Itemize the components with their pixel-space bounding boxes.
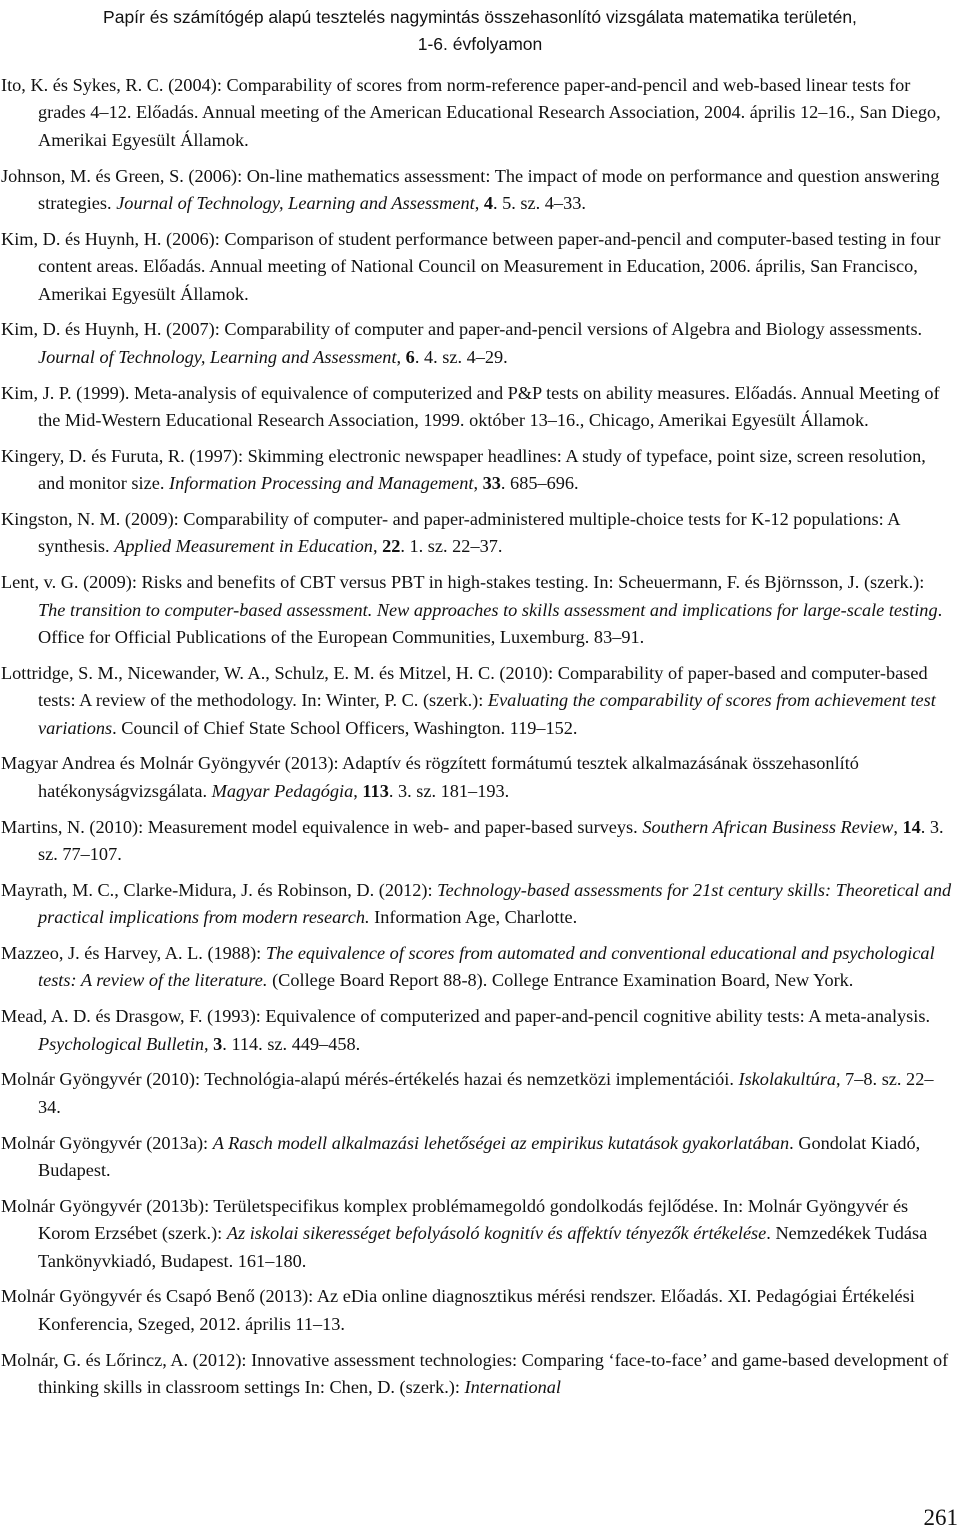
running-header-line-1: Papír és számítógép alapú tesztelés nagymintás összehasonlító vizsgálata matematika területén, — [103, 7, 857, 27]
reference-title-italic: Psychological Bulletin — [38, 1033, 205, 1054]
reference-entry — [0, 443, 952, 498]
reference-text: (College Board Report 88-8). College Entrance Examination Board, New York. — [267, 970, 854, 991]
reference-text: . Office for Official Publications of the European Communities, Luxemburg. 83–91. — [38, 599, 943, 648]
reference-entry — [0, 940, 952, 995]
reference-text: . 4. sz. 4–29. — [414, 346, 508, 367]
reference-title-italic: Information Processing and Management — [169, 473, 474, 494]
reference-title-italic: Journal of Technology, Learning and Assessment — [38, 346, 397, 367]
reference-entry — [0, 1347, 952, 1402]
reference-text: Johnson, M. és Green, S. (2006): On-line mathematics assessment: The impact of mode on performance and question answering strategies. — [1, 165, 940, 214]
reference-title-italic: Technology-based assessments for 21st century skills: Theoretical and practical implications from modern research. — [38, 879, 952, 928]
reference-text: Molnár Gyöngyvér (2013b): Területspecifikus komplex problémamegoldó gondolkodás fejlődése. In: Molnár Gyöngyvér és Korom Erzsébet (szerk.): — [1, 1195, 909, 1244]
reference-text: Magyar Andrea és Molnár Gyöngyvér (2013): Adaptív és rögzített formátumú tesztek alkalmazásának összehasonlító hatékonyságvizsgálata. — [1, 753, 859, 801]
reference-text: Kim, D. és Huynh, H. (2006): Comparison of student performance between paper-and-pencil and computer-based testing in four content areas. Előadás. Annual meeting of National Council on Measurement in Education, 2006. április, San Francisco, Amerikai Egyesült Államok. — [1, 228, 941, 304]
reference-text: Kim, D. és Huynh, H. (2007): Comparability of computer and paper-and-pencil versions of Algebra and Biology assessments. — [1, 319, 923, 340]
reference-entry — [0, 1066, 952, 1121]
reference-volume: 113 — [362, 780, 389, 801]
reference-entry — [0, 1130, 952, 1185]
reference-title-italic: The transition to computer-based assessment. New approaches to skills assessment and implications for large-scale testing — [38, 599, 938, 620]
reference-title-italic: Evaluating the comparability of scores from achievement test variations — [38, 690, 936, 738]
reference-text: , — [473, 473, 483, 494]
reference-text: Ito, K. és Sykes, R. C. (2004): Comparability of scores from norm-reference paper-and-pencil and web-based linear tests for grades 4–12. Előadás. Annual meeting of the American Educational Research Association, 2004. április 12–16., San Diego, Amerikai Egyesült Államok. — [1, 75, 941, 150]
reference-text: Molnár Gyöngyvér és Csapó Benő (2013): Az eDia online diagnosztikus mérési rendszer. Előadás. XI. Pedagógiai Értékelési Konferencia, Szeged, 2012. április 11–13. — [1, 1286, 915, 1334]
reference-text: , — [353, 780, 363, 801]
reference-entry — [0, 1003, 952, 1058]
reference-text: . 685–696. — [500, 473, 579, 494]
reference-text: Molnár Gyöngyvér (2010): Technológia-alapú mérés-értékelés hazai és nemzetközi implementációi. — [1, 1069, 739, 1090]
reference-entry — [0, 163, 952, 218]
reference-text: Lent, v. G. (2009): Risks and benefits of CBT versus PBT in high-stakes testing. In: Scheuermann, F. és Björnsson, J. (szerk.): — [1, 572, 925, 593]
reference-entry — [0, 506, 952, 561]
reference-entry — [0, 877, 952, 932]
reference-volume: 14 — [902, 816, 921, 837]
reference-title-italic: International — [464, 1377, 562, 1398]
reference-text: , — [204, 1033, 214, 1054]
reference-volume: 22 — [382, 536, 401, 557]
reference-text: Molnár, G. és Lőrincz, A. (2012): Innovative assessment technologies: Comparing ‘face-to-face’ and game-based development of thinking skills in classroom settings In: Chen, D. (szerk.): — [1, 1349, 949, 1398]
reference-entry — [0, 380, 952, 435]
reference-text: Information Age, Charlotte. — [369, 907, 578, 928]
reference-entry — [0, 750, 952, 805]
reference-title-italic: Magyar Pedagógia — [211, 780, 354, 801]
running-header — [60, 4, 900, 58]
reference-title-italic: Az iskolai sikerességet befolyásoló kognitív és affektív tényezők értékelése — [226, 1223, 767, 1244]
reference-text: . 5. sz. 4–33. — [493, 193, 586, 214]
reference-text: . 3. sz. 181–193. — [388, 780, 510, 801]
reference-text: . Gondolat Kiadó, Budapest. — [38, 1132, 921, 1181]
reference-title-italic: A Rasch modell alkalmazási lehetőségei az empirikus kutatások gyakorlatában — [212, 1132, 790, 1153]
reference-text: , — [372, 536, 383, 557]
reference-text: Molnár Gyöngyvér (2013a): — [1, 1132, 213, 1153]
reference-entry — [0, 1283, 952, 1338]
reference-text: , — [893, 816, 903, 837]
reference-title-italic: Journal of Technology, Learning and Assessment — [116, 193, 475, 214]
reference-entry — [0, 226, 952, 308]
reference-entry — [0, 814, 952, 869]
reference-text: Mead, A. D. és Drasgow, F. (1993): Equivalence of computerized and paper-and-pencil cognitive ability tests: A meta-analysis. — [1, 1006, 931, 1027]
reference-list — [0, 72, 952, 1410]
reference-text: Lottridge, S. M., Nicewander, W. A., Schulz, E. M. és Mitzel, H. C. (2010): Comparability of paper-based and computer-based tests: A review of the methodology. In: Winter, P. C. (szerk.): — [1, 662, 928, 711]
reference-text: . 3. sz. 77–107. — [38, 816, 944, 865]
reference-text: . Council of Chief State School Officers, Washington. 119–152. — [112, 717, 578, 738]
page-number: 261 — [923, 1505, 958, 1530]
reference-volume: 4 — [483, 193, 493, 214]
reference-entry — [0, 1193, 952, 1275]
reference-text: , 7–8. sz. 22–34. — [38, 1069, 934, 1117]
reference-text: Martins, N. (2010): Measurement model equivalence in web- and paper-based surveys. — [1, 816, 643, 837]
reference-volume: 33 — [482, 473, 501, 494]
reference-volume: 6 — [405, 346, 415, 367]
reference-text: Mayrath, M. C., Clarke-Midura, J. és Robinson, D. (2012): — [1, 879, 438, 900]
reference-title-italic: The equivalence of scores from automated and conventional educational and psychological tests: A review of the literature. — [38, 943, 935, 991]
reference-title-italic: Southern African Business Review — [642, 816, 894, 837]
reference-text: Kingery, D. és Furuta, R. (1997): Skimming electronic newspaper headlines: A study of typeface, point size, screen resolution, and monitor size. — [1, 445, 926, 494]
reference-text: Mazzeo, J. és Harvey, A. L. (1988): — [1, 943, 266, 964]
running-header-line-2: 1-6. évfolyamon — [417, 34, 543, 54]
reference-entry — [0, 72, 952, 154]
reference-entry — [0, 660, 952, 742]
reference-text: , — [396, 346, 406, 367]
reference-text: Kim, J. P. (1999). Meta-analysis of equivalence of computerized and P&P tests on ability measures. Előadás. Annual Meeting of the Mid-Western Educational Research Association, 1999. október 13–16., Chicago, Amerikai Egyesült Államok. — [1, 382, 940, 431]
reference-text: Kingston, N. M. (2009): Comparability of computer- and paper-administered multiple-choice tests for K-12 populations: A synthesis. — [1, 509, 900, 557]
reference-text: , — [474, 193, 484, 214]
reference-title-italic: Iskolakultúra — [738, 1069, 836, 1090]
reference-text: . 114. sz. 449–458. — [222, 1033, 361, 1054]
reference-title-italic: Applied Measurement in Education — [114, 536, 373, 557]
reference-entry — [0, 316, 952, 371]
reference-text: . 1. sz. 22–37. — [400, 536, 503, 557]
reference-entry — [0, 569, 952, 651]
reference-volume: 3 — [213, 1033, 223, 1054]
reference-text: . Nemzedékek Tudása Tankönyvkiadó, Budapest. 161–180. — [38, 1223, 928, 1271]
